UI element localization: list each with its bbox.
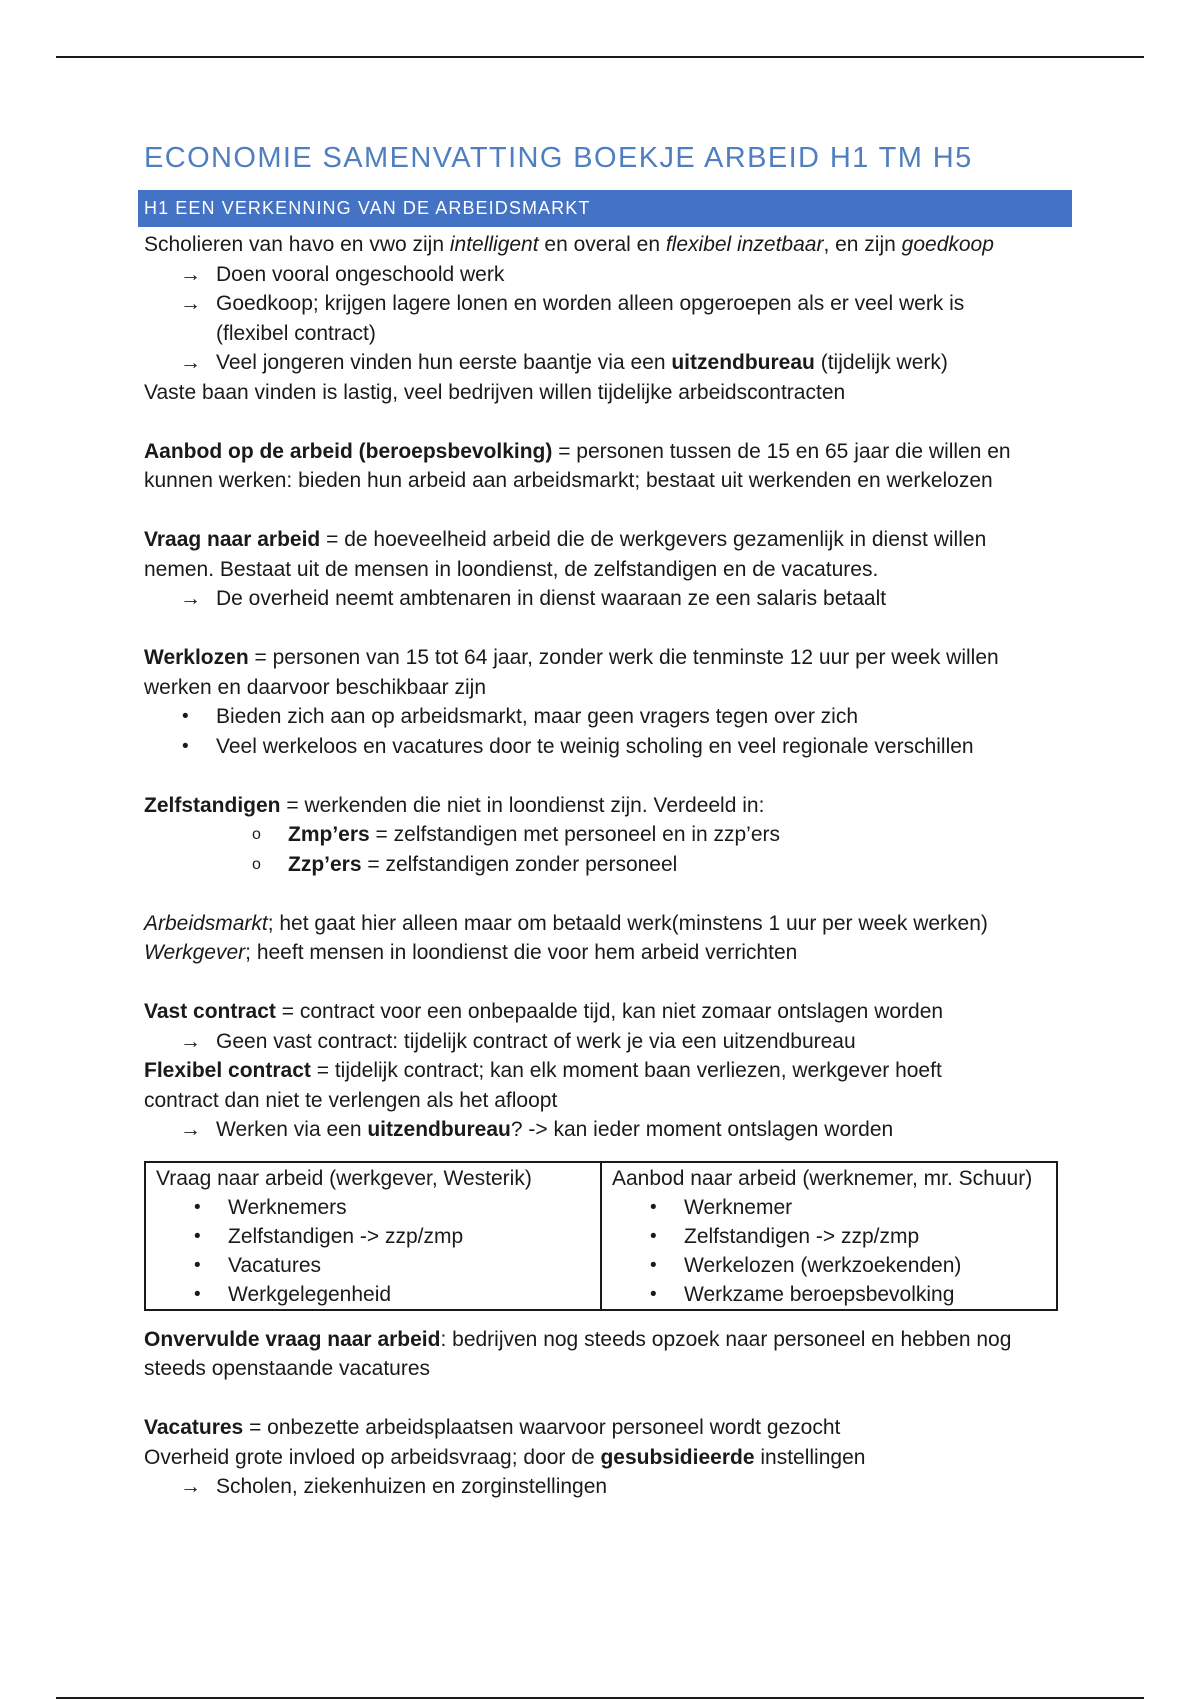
paragraph-line: werken en daarvoor beschikbaar zijn	[144, 675, 487, 699]
paragraph-line: Vaste baan vinden is lastig, veel bedrijven willen tijdelijke arbeidscontracten	[144, 380, 846, 404]
definition-arbeidsmarkt: Arbeidsmarkt; het gaat hier alleen maar om betaald werk(minstens 1 uur per week werken)	[144, 911, 988, 935]
bullet-icon: •	[182, 706, 189, 727]
paragraph-line: Overheid grote invloed op arbeidsvraag; door de gesubsidieerde instellingen	[144, 1445, 866, 1469]
table-list-item: • Werkgelegenheid	[156, 1280, 592, 1309]
arrow-item: → Geen vast contract: tijdelijk contract of werk je via een uitzendbureau	[144, 1027, 1064, 1057]
bullet-item: • Bieden zich aan op arbeidsmarkt, maar geen vragers tegen over zich	[144, 702, 1064, 732]
paragraph-line: kunnen werken: bieden hun arbeid aan arbeidsmarkt; bestaat uit werkenden en werkelozen	[144, 469, 993, 492]
top-rule	[56, 56, 1144, 58]
definition-flexibel-contract: Flexibel contract = tijdelijk contract; kan elk moment baan verliezen, werkgever hoeft	[144, 1059, 942, 1082]
comparison-table	[144, 1161, 1058, 1311]
bullet-icon: •	[650, 1283, 657, 1305]
definition-vraag: Vraag naar arbeid = de hoeveelheid arbeid die de werkgevers gezamenlijk in dienst willen	[144, 528, 987, 551]
circle-bullet-icon: o	[252, 855, 261, 873]
document-title: ECONOMIE SAMENVATTING BOEKJE ARBEID H1 TM H5	[144, 142, 973, 174]
definition-onvervulde-vraag: Onvervulde vraag naar arbeid: bedrijven nog steeds opzoek naar personeel en hebben nog	[144, 1327, 1012, 1351]
bullet-icon: •	[650, 1225, 657, 1247]
bullet-icon: •	[650, 1254, 657, 1276]
table-cell-aanbod	[601, 1162, 1057, 1310]
definition-werklozen: Werklozen = personen van 15 tot 64 jaar, zonder werk die tenminste 12 uur per week willen	[144, 646, 999, 669]
arrow-item: → Werken via een uitzendbureau? -> kan ieder moment ontslagen worden	[144, 1115, 1064, 1145]
arrow-item: → Veel jongeren vinden hun eerste baantje via een uitzendbureau (tijdelijk werk)	[144, 348, 1064, 378]
arrow-item-continuation: (flexibel contract)	[216, 321, 376, 345]
arrow-item: → Goedkoop; krijgen lagere lonen en worden alleen opgeroepen als er veel werk is	[144, 289, 1064, 319]
arrow-item: → Doen vooral ongeschoold werk	[144, 260, 1064, 290]
bullet-icon: •	[194, 1283, 201, 1305]
definition-zelfstandigen: Zelfstandigen = werkenden die niet in loondienst zijn. Verdeeld in:	[144, 793, 765, 817]
bullet-item: • Veel werkeloos en vacatures door te weinig scholing en veel regionale verschillen	[144, 732, 1064, 762]
document-page	[144, 140, 1064, 1502]
bullet-icon: •	[194, 1225, 201, 1247]
paragraph-line: contract dan niet te verlengen als het afloopt	[144, 1088, 558, 1112]
arrow-item: → De overheid neemt ambtenaren in dienst waaraan ze een salaris betaalt	[144, 584, 1064, 614]
bullet-icon: •	[194, 1196, 201, 1218]
arrow-icon: →	[180, 351, 201, 374]
table-list-item: • Werkzame beroepsbevolking	[612, 1280, 1048, 1309]
paragraph-line: nemen. Bestaat uit de mensen in loondienst, de zelfstandigen en de vacatures.	[144, 557, 879, 581]
arrow-item: → Scholen, ziekenhuizen en zorginstellingen	[144, 1472, 1064, 1502]
table-list-item: • Werknemers	[156, 1193, 592, 1222]
table-header: Vraag naar arbeid (werkgever, Westerik)	[156, 1166, 532, 1190]
definition-vast-contract: Vast contract = contract voor een onbepaalde tijd, kan niet zomaar ontslagen worden	[144, 1000, 944, 1023]
intro-paragraph: Scholieren van havo en vwo zijn intelligent en overal en flexibel inzetbaar, en zijn goedkoop	[144, 233, 994, 256]
table-list-item: • Zelfstandigen -> zzp/zmp	[612, 1222, 1048, 1251]
arrow-icon: →	[180, 1475, 201, 1498]
bottom-rule	[56, 1697, 1144, 1699]
table-list-item: • Vacatures	[156, 1251, 592, 1280]
arrow-icon: →	[180, 587, 201, 610]
paragraph-line: steeds openstaande vacatures	[144, 1357, 431, 1380]
bullet-icon: •	[650, 1196, 657, 1218]
bullet-icon: •	[182, 735, 189, 757]
table-list-item: • Zelfstandigen -> zzp/zmp	[156, 1222, 592, 1251]
section-heading: H1 EEN VERKENNING VAN DE ARBEIDSMARKT	[138, 190, 1072, 227]
table-list-item: • Werknemer	[612, 1193, 1048, 1222]
arrow-icon: →	[180, 1029, 201, 1053]
arrow-icon: →	[180, 262, 201, 286]
definition-werkgever: Werkgever; heeft mensen in loondienst die voor hem arbeid verrichten	[144, 941, 798, 964]
sub-bullet-item: o Zzp’ers = zelfstandigen zonder personeel	[144, 850, 1064, 880]
arrow-icon: →	[180, 1118, 201, 1141]
definition-aanbod: Aanbod op de arbeid (beroepsbevolking) = personen tussen de 15 en 65 jaar die willen en	[144, 439, 1011, 463]
table-header: Aanbod naar arbeid (werknemer, mr. Schuur)	[612, 1166, 1033, 1190]
sub-bullet-item: o Zmp’ers = zelfstandigen met personeel en in zzp’ers	[144, 820, 1064, 850]
bullet-icon: •	[194, 1254, 201, 1276]
arrow-icon: →	[180, 292, 201, 315]
table-list-item: • Werkelozen (werkzoekenden)	[612, 1251, 1048, 1280]
circle-bullet-icon: o	[252, 826, 261, 843]
table-cell-vraag	[145, 1162, 601, 1310]
definition-vacatures: Vacatures = onbezette arbeidsplaatsen waarvoor personeel wordt gezocht	[144, 1416, 841, 1439]
